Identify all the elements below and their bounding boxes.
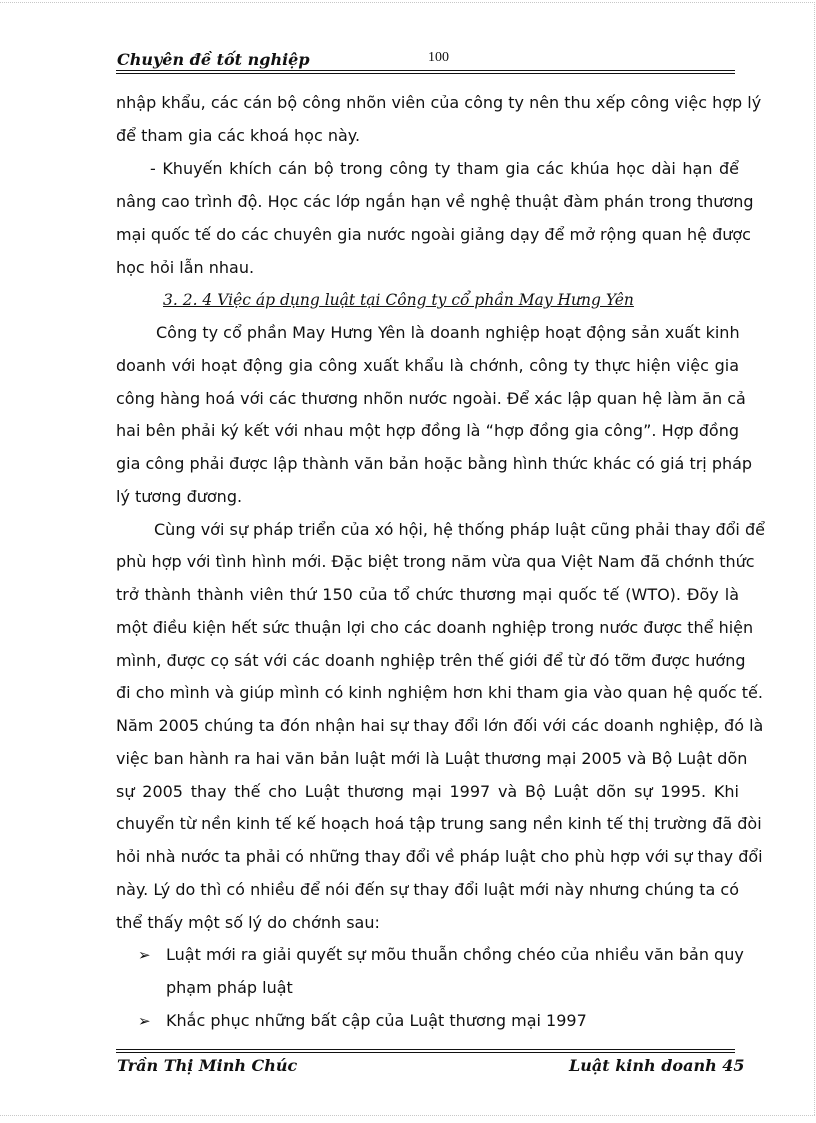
page-border-bottom	[0, 1115, 815, 1116]
page-border-top	[0, 2, 815, 3]
paragraph-line: một điều kiện hết sức thuận lợi cho các doanh nghiệp trong nước được thể hiện	[116, 618, 754, 637]
paragraph-line: nhập khẩu, các cán bộ công nhõn viên của công ty nên thu xếp công việc hợp lý	[116, 93, 762, 112]
paragraph-line: này. Lý do thì có nhiều để nói đến sự thay đổi luật mới này nhưng chúng ta có	[116, 880, 739, 899]
paragraph-line: nâng cao trình độ. Học các lớp ngắn hạn về nghệ thuật đàm phán trong thương	[116, 192, 754, 211]
bullet-arrow-icon: ➢	[138, 946, 151, 964]
paragraph-line: lý tương đương.	[116, 487, 243, 506]
bullet-item-line: phạm pháp luật	[166, 978, 293, 997]
paragraph-line: hỏi nhà nước ta phải có những thay đổi về pháp luật cho phù hợp với sự thay đổi	[116, 847, 763, 866]
section-heading: 3. 2. 4 Việc áp dụng luật tại Công ty cổ phần May Hưng Yên	[163, 291, 634, 309]
paragraph-line: đi cho mình và giúp mình có kinh nghiệm hơn khi tham gia vào quan hệ quốc tế.	[116, 683, 763, 702]
bullet-item-line: Khắc phục những bất cập của Luật thương mại 1997	[166, 1011, 587, 1030]
paragraph-line: - Khuyến khích cán bộ trong công ty tham gia các khúa học dài hạn để	[150, 159, 739, 178]
footer-class: Luật kinh doanh 45	[569, 1056, 745, 1075]
paragraph-line: chuyển từ nền kinh tế kế hoạch hoá tập trung sang nền kinh tế thị trường đã đòi	[116, 814, 762, 833]
paragraph-line: hai bên phải ký kết với nhau một hợp đồng là “hợp đồng gia công”. Hợp đồng	[116, 421, 739, 440]
paragraph-line: Cùng với sự pháp triển của xó hội, hệ thống pháp luật cũng phải thay đổi để	[154, 520, 765, 539]
paragraph-line: công hàng hoá với các thương nhõn nước ngoài. Để xác lập quan hệ làm ăn cả	[116, 389, 746, 408]
paragraph-line: để tham gia các khoá học này.	[116, 126, 361, 145]
paragraph-line: trở thành thành viên thứ 150 của tổ chức thương mại quốc tế (WTO). Đõy là	[116, 585, 739, 604]
footer-rule-2	[116, 1052, 735, 1053]
paragraph-line: việc ban hành ra hai văn bản luật mới là Luật thương mại 2005 và Bộ Luật dõn	[116, 749, 748, 768]
paragraph-line: sự 2005 thay thế cho Luật thương mại 1997 và Bộ Luật dõn sự 1995. Khi	[116, 782, 739, 801]
page-number: 100	[428, 50, 449, 65]
paragraph-line: mình, được cọ sát với các doanh nghiệp trên thế giới để từ đó tỡm được hướng	[116, 651, 746, 670]
bullet-item-line: Luật mới ra giải quyết sự mõu thuẫn chồng chéo của nhiều văn bản quy	[166, 945, 744, 964]
bullet-arrow-icon: ➢	[138, 1012, 151, 1030]
page-border-right	[814, 2, 815, 1115]
paragraph-line: mại quốc tế do các chuyên gia nước ngoài giảng dạy để mở rộng quan hệ được	[116, 225, 751, 244]
paragraph-line: Năm 2005 chúng ta đón nhận hai sự thay đổi lớn đối với các doanh nghiệp, đó là	[116, 716, 764, 735]
paragraph-line: doanh với hoạt động gia công xuất khẩu là chớnh, công ty thực hiện việc gia	[116, 356, 739, 375]
paragraph-line: phù hợp với tình hình mới. Đặc biệt trong năm vừa qua Việt Nam đã chớnh thức	[116, 552, 755, 571]
paragraph-line: Công ty cổ phần May Hưng Yên là doanh nghiệp hoạt động sản xuất kinh	[156, 323, 740, 342]
header-rule-2	[116, 73, 735, 74]
footer-author: Trần Thị Minh Chúc	[117, 1056, 298, 1075]
paragraph-line: thể thấy một số lý do chớnh sau:	[116, 913, 380, 932]
header-title: Chuyên đề tốt nghiệp	[117, 50, 310, 69]
footer-rule-1	[116, 1049, 735, 1050]
header-rule-1	[116, 70, 735, 71]
paragraph-line: học hỏi lẫn nhau.	[116, 258, 255, 277]
paragraph-line: gia công phải được lập thành văn bản hoặc bằng hình thức khác có giá trị pháp	[116, 454, 753, 473]
